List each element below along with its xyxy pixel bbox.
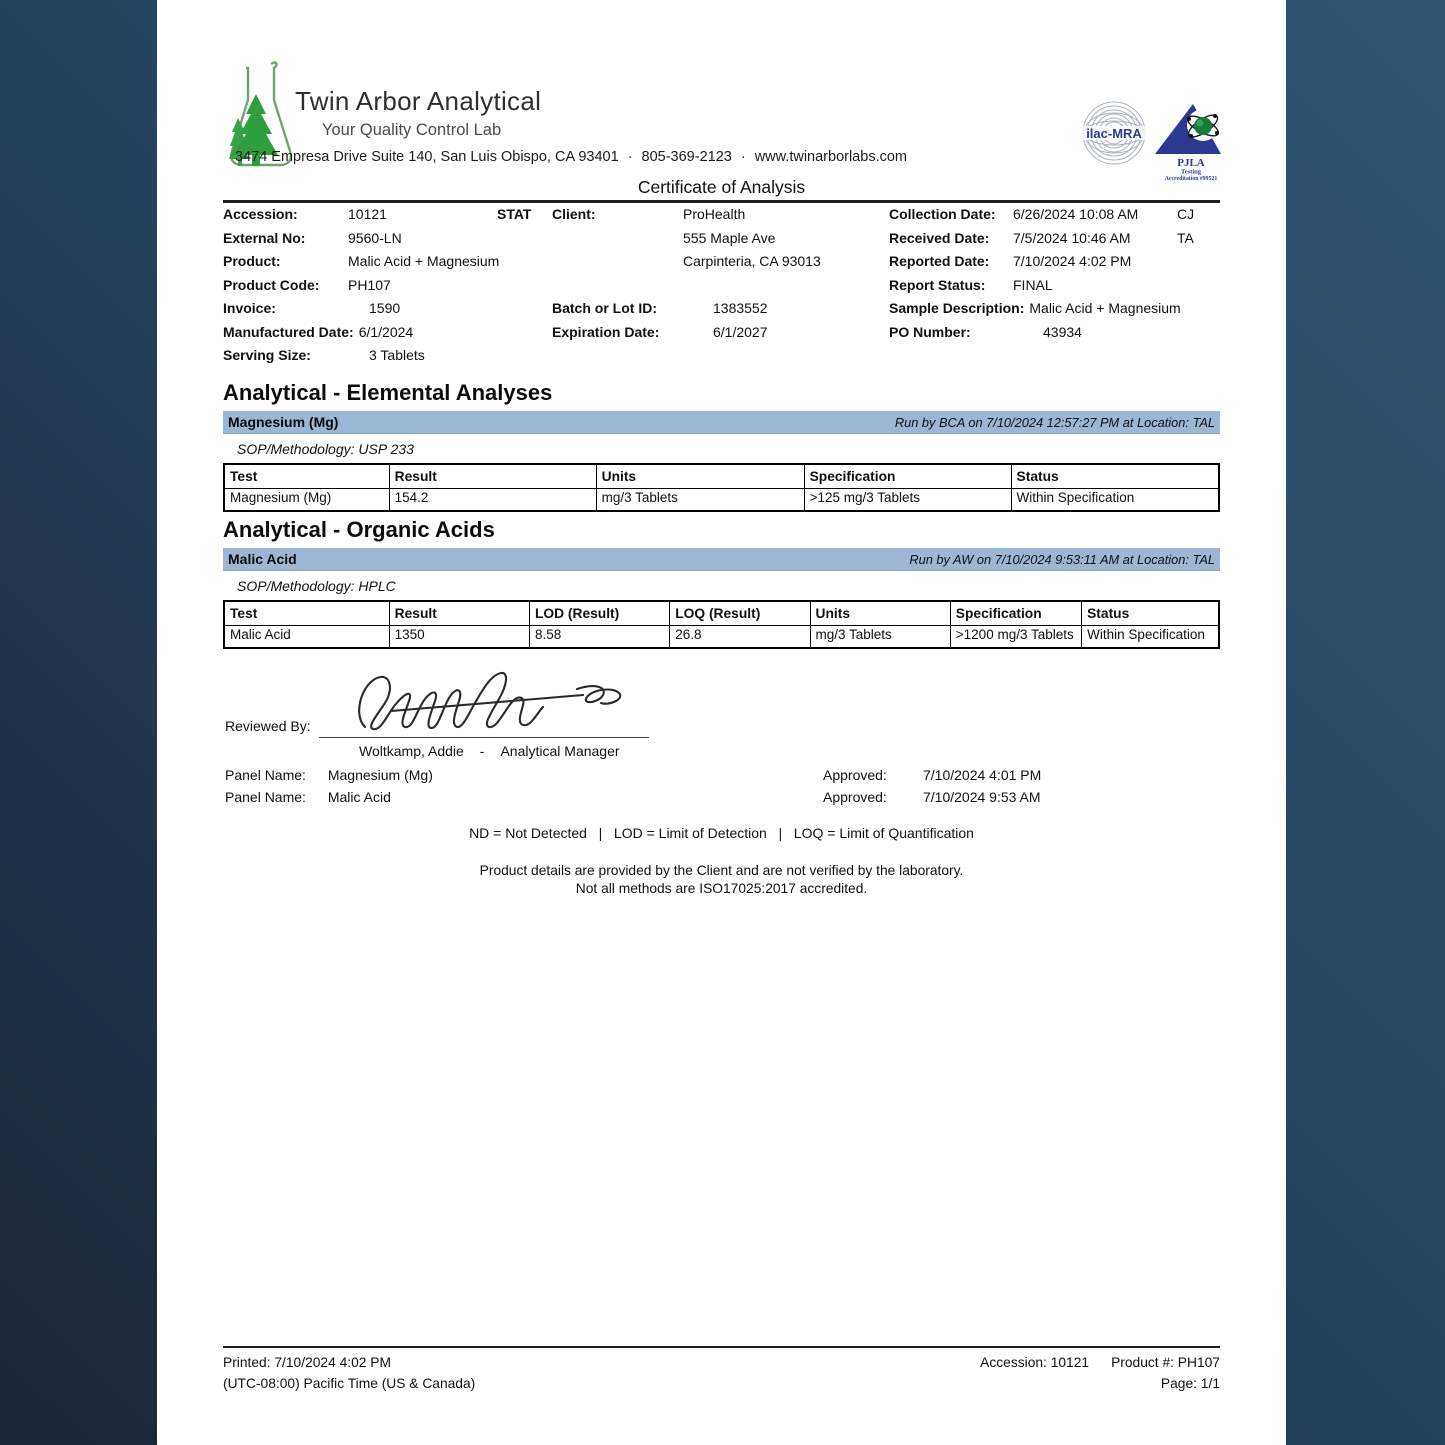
- company-address: 3474 Empresa Drive Suite 140, San Luis Obispo, CA 93401: [235, 149, 619, 165]
- company-name: Twin Arbor Analytical: [295, 86, 542, 116]
- company-address-line: [235, 149, 907, 165]
- section-heading-elemental: Analytical - Elemental Analyses: [223, 380, 553, 405]
- panel-name-value: Malic Acid: [327, 789, 391, 805]
- info-row-client: [552, 206, 745, 228]
- cell-status: Within Specification: [1011, 489, 1219, 512]
- disclaimer-note: [223, 862, 1220, 897]
- separator-dot: ·: [627, 149, 633, 165]
- company-phone: 805-369-2123: [641, 149, 732, 165]
- document-title: Certificate of Analysis: [637, 177, 806, 197]
- analyte-bar-magnesium: [223, 411, 1220, 434]
- batch-label: Batch or Lot ID:: [552, 300, 657, 316]
- pjla-name-label: PJLA: [1177, 157, 1205, 169]
- client-value: ProHealth: [683, 206, 746, 222]
- info-row-serving-size: [223, 347, 425, 369]
- info-row-reported-date: [889, 253, 1131, 275]
- product-code-value: PH107: [348, 277, 391, 293]
- company-tagline: Your Quality Control Lab: [322, 121, 502, 139]
- approved-datetime: 7/10/2024 4:01 PM: [923, 767, 1042, 783]
- separator-dot: ·: [740, 149, 746, 165]
- header-divider: [223, 200, 1220, 203]
- cell-loq: 26.8: [670, 626, 810, 649]
- table-row: [224, 626, 1219, 649]
- reviewed-by-label: Reviewed By:: [225, 718, 311, 734]
- cell-test: Malic Acid: [224, 626, 389, 649]
- sop-methodology: SOP/Methodology: HPLC: [237, 578, 396, 594]
- approved-datetime: 7/10/2024 9:53 AM: [923, 789, 1041, 805]
- received-date-value: 7/5/2024 10:46 AM: [1013, 230, 1131, 246]
- panel-name-label: Panel Name:: [225, 789, 306, 805]
- sop-methodology: SOP/Methodology: USP 233: [237, 441, 414, 457]
- col-header-specification: Specification: [804, 464, 1011, 489]
- col-header-status: Status: [1082, 601, 1219, 626]
- expiration-label: Expiration Date:: [552, 324, 660, 340]
- company-website: www.twinarborlabs.com: [754, 149, 907, 165]
- info-row-product-code: [223, 277, 391, 299]
- sample-description-value: Malic Acid + Magnesium: [1029, 300, 1181, 316]
- report-status-value: FINAL: [1013, 277, 1053, 293]
- page-number: Page: 1/1: [1160, 1376, 1220, 1391]
- page-footer: [223, 1346, 1220, 1394]
- signer-line: [359, 743, 620, 759]
- section-heading-organic-acids: Analytical - Organic Acids: [223, 517, 495, 542]
- run-info: Run by BCA on 7/10/2024 12:57:27 PM at Location: TAL: [894, 415, 1215, 430]
- cell-result: 1350: [389, 626, 529, 649]
- col-header-units: Units: [596, 464, 804, 489]
- info-row-external-no: [223, 230, 402, 252]
- footer-product: Product #: PH107: [1111, 1355, 1220, 1370]
- footer-right: [980, 1352, 1220, 1394]
- ilac-mra-logo-icon: [1081, 100, 1147, 166]
- sample-description-label: Sample Description:: [889, 300, 1025, 316]
- report-status-label: Report Status:: [889, 277, 986, 293]
- serving-size-value: 3 Tablets: [369, 347, 425, 363]
- client-city-state-zip: Carpinteria, CA 93013: [683, 253, 821, 269]
- approved-label: Approved:: [823, 789, 887, 805]
- stat-flag: STAT: [497, 206, 532, 222]
- timezone: (UTC-08:00) Pacific Time (US & Canada): [223, 1376, 476, 1391]
- signature-block: [223, 665, 1220, 815]
- analyte-name: Malic Acid: [228, 551, 297, 567]
- table-header-row: [224, 464, 1219, 489]
- disclaimer-line2: Not all methods are ISO17025:2017 accredited.: [575, 880, 868, 896]
- footer-left: [223, 1352, 475, 1394]
- sample-info-block: [223, 206, 1220, 374]
- col-header-test: Test: [224, 464, 389, 489]
- elemental-results-table: [223, 463, 1220, 512]
- cell-specification: >125 mg/3 Tablets: [804, 489, 1011, 512]
- col-header-test: Test: [224, 601, 389, 626]
- col-header-loq: LOQ (Result): [670, 601, 810, 626]
- batch-value: 1383552: [713, 300, 768, 316]
- external-no-label: External No:: [223, 230, 306, 246]
- cell-lod: 8.58: [529, 626, 669, 649]
- client-street: 555 Maple Ave: [683, 230, 776, 246]
- col-header-status: Status: [1011, 464, 1219, 489]
- expiration-value: 6/1/2027: [713, 324, 768, 340]
- col-header-result: Result: [389, 601, 529, 626]
- footer-ids: [980, 1352, 1220, 1373]
- table-row: [224, 489, 1219, 512]
- manufactured-date-value: 6/1/2024: [358, 324, 414, 340]
- info-row-po-number: [889, 324, 1082, 346]
- received-initials: TA: [1177, 230, 1194, 246]
- invoice-label: Invoice:: [223, 300, 276, 316]
- panel-name-value: Magnesium (Mg): [327, 767, 433, 783]
- reported-date-value: 7/10/2024 4:02 PM: [1013, 253, 1132, 269]
- analyte-name: Magnesium (Mg): [228, 414, 339, 430]
- signer-role: Analytical Manager: [500, 743, 620, 759]
- client-label: Client:: [552, 206, 596, 222]
- info-row-accession: [223, 206, 553, 228]
- signature-line: [319, 715, 649, 738]
- cell-result: 154.2: [389, 489, 596, 512]
- table-header-row: [224, 601, 1219, 626]
- document-content: [223, 0, 1220, 897]
- info-row-batch: [552, 300, 768, 322]
- col-header-units: Units: [810, 601, 950, 626]
- approved-label: Approved:: [823, 767, 887, 783]
- col-header-lod: LOD (Result): [529, 601, 669, 626]
- cell-test: Magnesium (Mg): [224, 489, 389, 512]
- run-info: Run by AW on 7/10/2024 9:53:11 AM at Location: TAL: [909, 552, 1215, 567]
- col-header-result: Result: [389, 464, 596, 489]
- po-number-label: PO Number:: [889, 324, 971, 340]
- product-value: Malic Acid + Magnesium: [348, 253, 500, 269]
- cell-specification: >1200 mg/3 Tablets: [950, 626, 1081, 649]
- reported-date-label: Reported Date:: [889, 253, 990, 269]
- info-row-invoice: [223, 300, 400, 322]
- collection-date-label: Collection Date:: [889, 206, 996, 222]
- accession-label: Accession:: [223, 206, 298, 222]
- cell-units: mg/3 Tablets: [810, 626, 950, 649]
- manufactured-date-label: Manufactured Date:: [223, 324, 354, 340]
- info-row-collection-date: [889, 206, 1220, 228]
- cell-status: Within Specification: [1082, 626, 1219, 649]
- panel-name-label: Panel Name:: [225, 767, 306, 783]
- collection-initials: CJ: [1177, 206, 1195, 222]
- info-row-sample-description: [889, 300, 1181, 322]
- info-row-expiration: [552, 324, 768, 346]
- po-number-value: 43934: [1043, 324, 1082, 340]
- ilac-mra-label: ilac-MRA: [1086, 126, 1142, 141]
- col-header-specification: Specification: [950, 601, 1081, 626]
- pjla-accreditation-label: Accreditation #99521: [1164, 176, 1218, 180]
- disclaimer-line1: Product details are provided by the Client and are not verified by the laboratory.: [479, 863, 964, 878]
- report-header: [223, 0, 1220, 203]
- info-row-report-status: [889, 277, 1053, 299]
- panel-approval-row: [225, 767, 1222, 783]
- document-page: [157, 0, 1286, 1445]
- external-no-value: 9560-LN: [348, 230, 402, 246]
- received-date-label: Received Date:: [889, 230, 990, 246]
- client-address-line2: [683, 253, 821, 275]
- panel-approval-row: [225, 789, 1222, 805]
- pjla-logo-icon: [1151, 98, 1231, 180]
- dash-separator: -: [479, 743, 485, 759]
- analyte-bar-malic-acid: [223, 548, 1220, 571]
- client-address-line1: [683, 230, 775, 252]
- product-code-label: Product Code:: [223, 277, 320, 293]
- info-row-received-date: [889, 230, 1220, 252]
- cell-units: mg/3 Tablets: [596, 489, 804, 512]
- pjla-testing-label: Testing: [1181, 168, 1201, 176]
- printed-timestamp: Printed: 7/10/2024 4:02 PM: [223, 1355, 391, 1370]
- organic-acids-results-table: [223, 600, 1220, 649]
- invoice-value: 1590: [369, 300, 401, 316]
- serving-size-label: Serving Size:: [223, 347, 311, 363]
- signer-name: Woltkamp, Addie: [359, 743, 464, 759]
- info-row-product: [223, 253, 499, 275]
- accession-value: 10121: [348, 206, 387, 222]
- info-row-manufactured-date: [223, 324, 413, 346]
- collection-date-value: 6/26/2024 10:08 AM: [1013, 206, 1139, 222]
- abbreviations-note: ND = Not Detected | LOD = Limit of Detection | LOQ = Limit of Quantification: [469, 825, 974, 841]
- product-label: Product:: [223, 253, 281, 269]
- footer-accession: Accession: 10121: [980, 1355, 1090, 1370]
